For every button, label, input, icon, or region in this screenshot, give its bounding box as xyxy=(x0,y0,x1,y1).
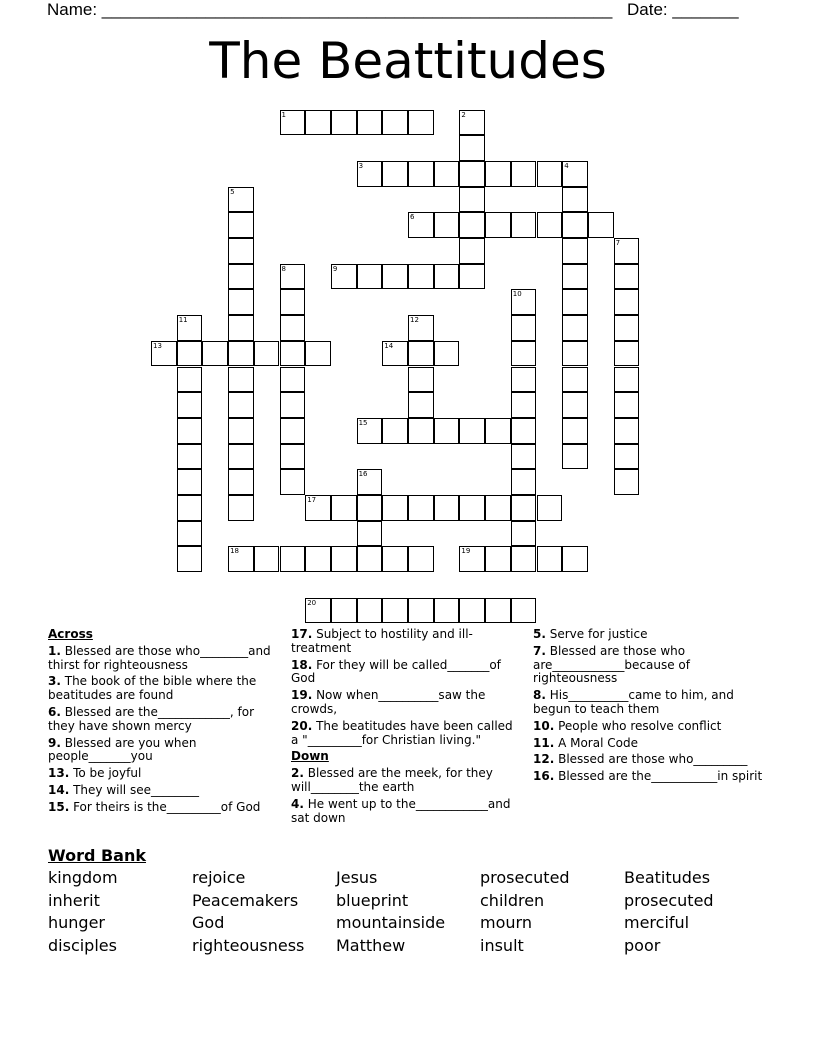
clue-text: For they will be called_______of God xyxy=(291,657,501,686)
clue-number: 13. xyxy=(48,766,70,781)
crossword-cell[interactable] xyxy=(254,546,280,572)
word-bank-word: kingdom xyxy=(48,868,118,887)
clue-number-label: 1 xyxy=(281,110,286,119)
clues-column-3 xyxy=(533,628,765,787)
crossword-cell[interactable] xyxy=(511,212,537,238)
crossword-cell[interactable] xyxy=(511,341,537,367)
crossword-cell[interactable] xyxy=(562,367,588,393)
crossword-cell[interactable] xyxy=(382,418,408,444)
clue-number-label: 12 xyxy=(410,316,419,325)
crossword-cell[interactable] xyxy=(177,367,203,393)
crossword-cell[interactable] xyxy=(280,418,306,444)
clue-number-label: 19 xyxy=(461,547,471,556)
clue-number-label: 2 xyxy=(461,110,466,119)
crossword-cell[interactable] xyxy=(357,110,383,136)
crossword-cell[interactable] xyxy=(562,315,588,341)
crossword-cell[interactable] xyxy=(562,418,588,444)
clues-column-2 xyxy=(291,628,521,828)
crossword-cell[interactable] xyxy=(511,469,537,495)
crossword-cell[interactable] xyxy=(177,521,203,547)
clue-text: Blessed are those who are____________because of righteousness xyxy=(533,643,690,686)
crossword-cell[interactable] xyxy=(280,367,306,393)
clue-text: Serve for justice xyxy=(545,627,648,641)
word-bank-word: inherit xyxy=(48,890,100,910)
crossword-cell[interactable] xyxy=(485,546,511,572)
crossword-cell[interactable] xyxy=(331,598,357,624)
crossword-cell[interactable] xyxy=(537,546,563,572)
word-bank-title: Word Bank xyxy=(48,846,147,865)
crossword-cell[interactable] xyxy=(537,161,563,187)
clue-number: 19. xyxy=(291,688,313,703)
crossword-cell[interactable] xyxy=(485,598,511,624)
crossword-cell[interactable] xyxy=(357,264,383,290)
crossword-cell[interactable] xyxy=(434,161,460,187)
date-field-label: Date: _______ xyxy=(627,0,739,19)
word-bank-word: Peacemakers xyxy=(192,890,299,910)
crossword-cell[interactable] xyxy=(280,315,306,341)
clue-number-label: 10 xyxy=(512,290,522,299)
clue-item xyxy=(48,645,276,673)
crossword-cell[interactable] xyxy=(562,546,588,572)
clue-text: Blessed are the___________in spirit xyxy=(554,769,763,784)
crossword-cell[interactable] xyxy=(280,341,306,367)
crossword-cell[interactable] xyxy=(202,341,228,367)
crossword-cell[interactable] xyxy=(228,469,254,495)
clue-item xyxy=(48,706,276,734)
down-heading: Down xyxy=(291,749,329,764)
crossword-cell[interactable] xyxy=(357,521,383,547)
crossword-cell[interactable] xyxy=(485,212,511,238)
clue-number-label: 3 xyxy=(358,161,364,170)
crossword-cell[interactable] xyxy=(382,161,408,187)
clue-number-label: 8 xyxy=(281,264,286,273)
crossword-cell[interactable] xyxy=(228,315,254,341)
clue-item xyxy=(533,737,765,751)
word-bank-word: prosecuted xyxy=(480,868,570,887)
crossword-cell[interactable] xyxy=(228,418,254,444)
word-bank-word: hunger xyxy=(48,913,105,933)
crossword-cell[interactable] xyxy=(177,392,203,418)
crossword-cell[interactable] xyxy=(305,341,331,367)
word-bank-word: prosecuted xyxy=(624,890,714,910)
crossword-cell[interactable] xyxy=(228,238,254,264)
crossword-cell[interactable] xyxy=(177,418,203,444)
clue-item xyxy=(48,801,276,815)
crossword-cell[interactable] xyxy=(537,495,563,521)
crossword-cell[interactable] xyxy=(280,289,306,315)
word-bank-word: insult xyxy=(480,935,524,955)
clue-text: Subject to hostility and ill-treatment xyxy=(291,627,473,655)
crossword-cell[interactable] xyxy=(434,341,460,367)
clue-number-label: 4 xyxy=(564,161,569,170)
word-bank-word: children xyxy=(480,890,545,910)
clue-text: The book of the bible where the beatitudes are found xyxy=(48,674,257,703)
clue-number-label: 18 xyxy=(230,547,240,556)
clue-item xyxy=(291,767,521,795)
page-title: The Beattitudes xyxy=(209,32,607,90)
crossword-cell[interactable] xyxy=(382,546,408,572)
word-bank-word: righteousness xyxy=(192,935,305,955)
crossword-cell[interactable] xyxy=(408,264,434,290)
clue-number: 6. xyxy=(48,704,61,719)
crossword-cell[interactable] xyxy=(408,546,434,572)
crossword-cell[interactable] xyxy=(177,341,203,367)
crossword-cell[interactable] xyxy=(562,264,588,290)
clue-number: 15. xyxy=(48,799,70,814)
crossword-cell[interactable] xyxy=(614,264,640,290)
crossword-cell[interactable] xyxy=(459,418,485,444)
clue-number: 10. xyxy=(533,718,555,733)
clue-text: People who resolve conflict xyxy=(554,718,722,733)
crossword-cell[interactable] xyxy=(177,444,203,470)
crossword-cell[interactable] xyxy=(511,315,537,341)
word-bank-word: mountainside xyxy=(336,913,446,933)
clue-number-label: 5 xyxy=(230,187,235,196)
crossword-cell[interactable] xyxy=(562,187,588,213)
crossword-cell[interactable] xyxy=(511,444,537,470)
word-bank-word: blueprint xyxy=(336,890,409,910)
down-clue-list xyxy=(291,767,521,825)
crossword-cell[interactable] xyxy=(434,418,460,444)
clue-number: 7. xyxy=(533,643,546,658)
crossword-cell[interactable] xyxy=(228,444,254,470)
crossword-cell[interactable] xyxy=(280,444,306,470)
clue-number-label: 9 xyxy=(332,264,338,273)
word-bank-word: poor xyxy=(624,935,661,955)
clue-text: Blessed are those who_________ xyxy=(554,752,748,767)
crossword-cell[interactable] xyxy=(408,598,434,624)
crossword-cell[interactable] xyxy=(331,495,357,521)
crossword-cell[interactable] xyxy=(459,495,485,521)
crossword-cell[interactable] xyxy=(511,392,537,418)
crossword-cell[interactable] xyxy=(511,546,537,572)
crossword-cell[interactable] xyxy=(459,187,485,213)
word-bank-word: mourn xyxy=(480,913,532,933)
crossword-cell[interactable] xyxy=(357,546,383,572)
crossword-cell[interactable] xyxy=(408,341,434,367)
crossword-cell[interactable] xyxy=(382,495,408,521)
crossword-cell[interactable] xyxy=(434,598,460,624)
crossword-cell[interactable] xyxy=(382,110,408,136)
crossword-cell[interactable] xyxy=(228,212,254,238)
crossword-cell[interactable] xyxy=(562,212,588,238)
clue-number-label: 16 xyxy=(358,470,368,479)
crossword-cell[interactable] xyxy=(459,135,485,161)
crossword-cell[interactable] xyxy=(434,212,460,238)
clue-item xyxy=(533,720,765,734)
clue-number: 18. xyxy=(291,657,313,672)
word-bank-word: Matthew xyxy=(336,935,406,955)
word-bank-word: God xyxy=(192,913,225,933)
clue-number: 8. xyxy=(533,688,546,703)
clue-text: The beatitudes have been called a "_________for Christian living." xyxy=(291,718,513,747)
clues-column-1 xyxy=(48,628,276,818)
clue-item xyxy=(291,720,521,748)
crossword-cell[interactable] xyxy=(511,367,537,393)
clue-number-label: 20 xyxy=(307,598,317,607)
clue-item xyxy=(533,645,765,686)
clue-item xyxy=(291,659,521,687)
crossword-cell[interactable] xyxy=(408,367,434,393)
crossword-cell[interactable] xyxy=(537,212,563,238)
clue-number: 9. xyxy=(48,735,61,750)
crossword-cell[interactable] xyxy=(228,289,254,315)
crossword-cell[interactable] xyxy=(614,444,640,470)
crossword-cell[interactable] xyxy=(254,341,280,367)
clue-text: He went up to the____________and sat down xyxy=(291,796,511,825)
across-heading: Across xyxy=(48,627,93,641)
crossword-cell[interactable] xyxy=(177,546,203,572)
crossword-cell[interactable] xyxy=(408,110,434,136)
crossword-cell[interactable] xyxy=(511,161,537,187)
crossword-cell[interactable] xyxy=(588,212,614,238)
crossword-cell[interactable] xyxy=(562,392,588,418)
crossword-cell[interactable] xyxy=(228,367,254,393)
crossword-cell[interactable] xyxy=(331,546,357,572)
clue-item xyxy=(48,784,276,798)
crossword-cell[interactable] xyxy=(382,264,408,290)
crossword-cell[interactable] xyxy=(408,392,434,418)
crossword-cell[interactable] xyxy=(614,367,640,393)
crossword-cell[interactable] xyxy=(228,392,254,418)
word-bank-word: merciful xyxy=(624,913,690,933)
crossword-cell[interactable] xyxy=(408,495,434,521)
crossword-cell[interactable] xyxy=(511,418,537,444)
clue-item xyxy=(533,628,765,642)
clue-item xyxy=(48,767,276,781)
clue-number-label: 15 xyxy=(358,418,368,427)
crossword-cell[interactable] xyxy=(357,495,383,521)
crossword-cell[interactable] xyxy=(280,392,306,418)
clue-text: To be joyful xyxy=(69,766,142,781)
clue-number-label: 14 xyxy=(384,341,394,350)
crossword-cell[interactable] xyxy=(228,264,254,290)
down-clue-list-continued xyxy=(533,628,765,784)
clue-number: 12. xyxy=(533,752,555,767)
crossword-cell[interactable] xyxy=(562,289,588,315)
across-clue-list-continued xyxy=(291,628,521,747)
clue-item xyxy=(291,628,521,656)
crossword-cell[interactable] xyxy=(305,546,331,572)
clue-text: His__________came to him, and begun to teach them xyxy=(533,688,734,716)
word-bank-word: disciples xyxy=(48,935,117,955)
clue-item xyxy=(291,689,521,717)
crossword-cell[interactable] xyxy=(280,546,306,572)
crossword-cell[interactable] xyxy=(459,161,485,187)
crossword-cell[interactable] xyxy=(408,418,434,444)
clue-item xyxy=(533,770,765,784)
crossword-cell[interactable] xyxy=(228,341,254,367)
clue-text: For theirs is the_________of God xyxy=(69,799,261,814)
crossword-cell[interactable] xyxy=(459,238,485,264)
crossword-cell[interactable] xyxy=(485,418,511,444)
clue-text: They will see________ xyxy=(69,782,199,797)
crossword-cell[interactable] xyxy=(485,495,511,521)
crossword-cell[interactable] xyxy=(614,315,640,341)
clue-item xyxy=(291,798,521,826)
name-field-label: Name: ______________________________________________________ xyxy=(47,0,613,19)
crossword-cell[interactable] xyxy=(562,444,588,470)
crossword-cell[interactable] xyxy=(177,469,203,495)
word-bank-word: Beatitudes xyxy=(624,868,711,887)
across-clue-list xyxy=(48,645,276,815)
crossword-cell[interactable] xyxy=(305,110,331,136)
clue-item xyxy=(533,689,765,717)
clue-number: 2. xyxy=(291,766,304,781)
clue-number: 1. xyxy=(48,643,61,658)
crossword-cell[interactable] xyxy=(331,110,357,136)
clue-number: 5. xyxy=(533,627,546,641)
word-bank-word: rejoice xyxy=(192,868,246,887)
clue-number: 17. xyxy=(291,627,313,641)
clue-number-label: 17 xyxy=(307,496,317,504)
clue-number-label: 13 xyxy=(153,341,162,350)
clue-text: Now when__________saw the crowds, xyxy=(291,688,486,716)
crossword-cell[interactable] xyxy=(357,598,383,624)
crossword-cell[interactable] xyxy=(511,521,537,547)
crossword-cell[interactable] xyxy=(614,418,640,444)
clue-item xyxy=(533,753,765,767)
crossword-cell[interactable] xyxy=(177,495,203,521)
crossword-cell[interactable] xyxy=(408,161,434,187)
clue-number: 11. xyxy=(533,735,555,750)
crossword-cell[interactable] xyxy=(459,264,485,290)
crossword-cell[interactable] xyxy=(511,495,537,521)
clue-text: Blessed are the____________, for they have shown mercy xyxy=(48,704,255,733)
crossword-cell[interactable] xyxy=(485,161,511,187)
word-bank-word: Jesus xyxy=(336,868,378,887)
crossword-cell[interactable] xyxy=(562,341,588,367)
crossword-cell[interactable] xyxy=(382,598,408,624)
clue-number: 14. xyxy=(48,782,70,797)
clue-number: 16. xyxy=(533,769,555,784)
clue-number: 4. xyxy=(291,796,304,811)
crossword-cell[interactable] xyxy=(562,238,588,264)
clue-text: A Moral Code xyxy=(554,735,638,750)
clue-item xyxy=(48,737,276,765)
clue-number-label: 11 xyxy=(178,316,188,325)
crossword-cell[interactable] xyxy=(614,392,640,418)
crossword-cell[interactable] xyxy=(434,495,460,521)
crossword-cell[interactable] xyxy=(459,212,485,238)
clue-text: Blessed are those who________and thirst for righteousness xyxy=(48,643,271,672)
clue-item xyxy=(48,675,276,703)
clue-text: Blessed are the meek, for they will________the earth xyxy=(291,766,493,794)
clue-number-label: 6 xyxy=(410,213,415,222)
crossword-cell[interactable] xyxy=(511,598,537,624)
crossword-cell[interactable] xyxy=(280,469,306,495)
clue-number-label: 7 xyxy=(615,239,621,247)
crossword-cell[interactable] xyxy=(614,289,640,315)
crossword-cell[interactable] xyxy=(459,598,485,624)
crossword-cell[interactable] xyxy=(434,264,460,290)
crossword-cell[interactable] xyxy=(614,341,640,367)
word-bank xyxy=(48,867,768,957)
clue-text: Blessed are you when people_______you xyxy=(48,735,197,764)
clue-number: 3. xyxy=(48,674,61,689)
clue-number: 20. xyxy=(291,718,313,733)
crossword-cell[interactable] xyxy=(614,469,640,495)
crossword-cell[interactable] xyxy=(228,495,254,521)
